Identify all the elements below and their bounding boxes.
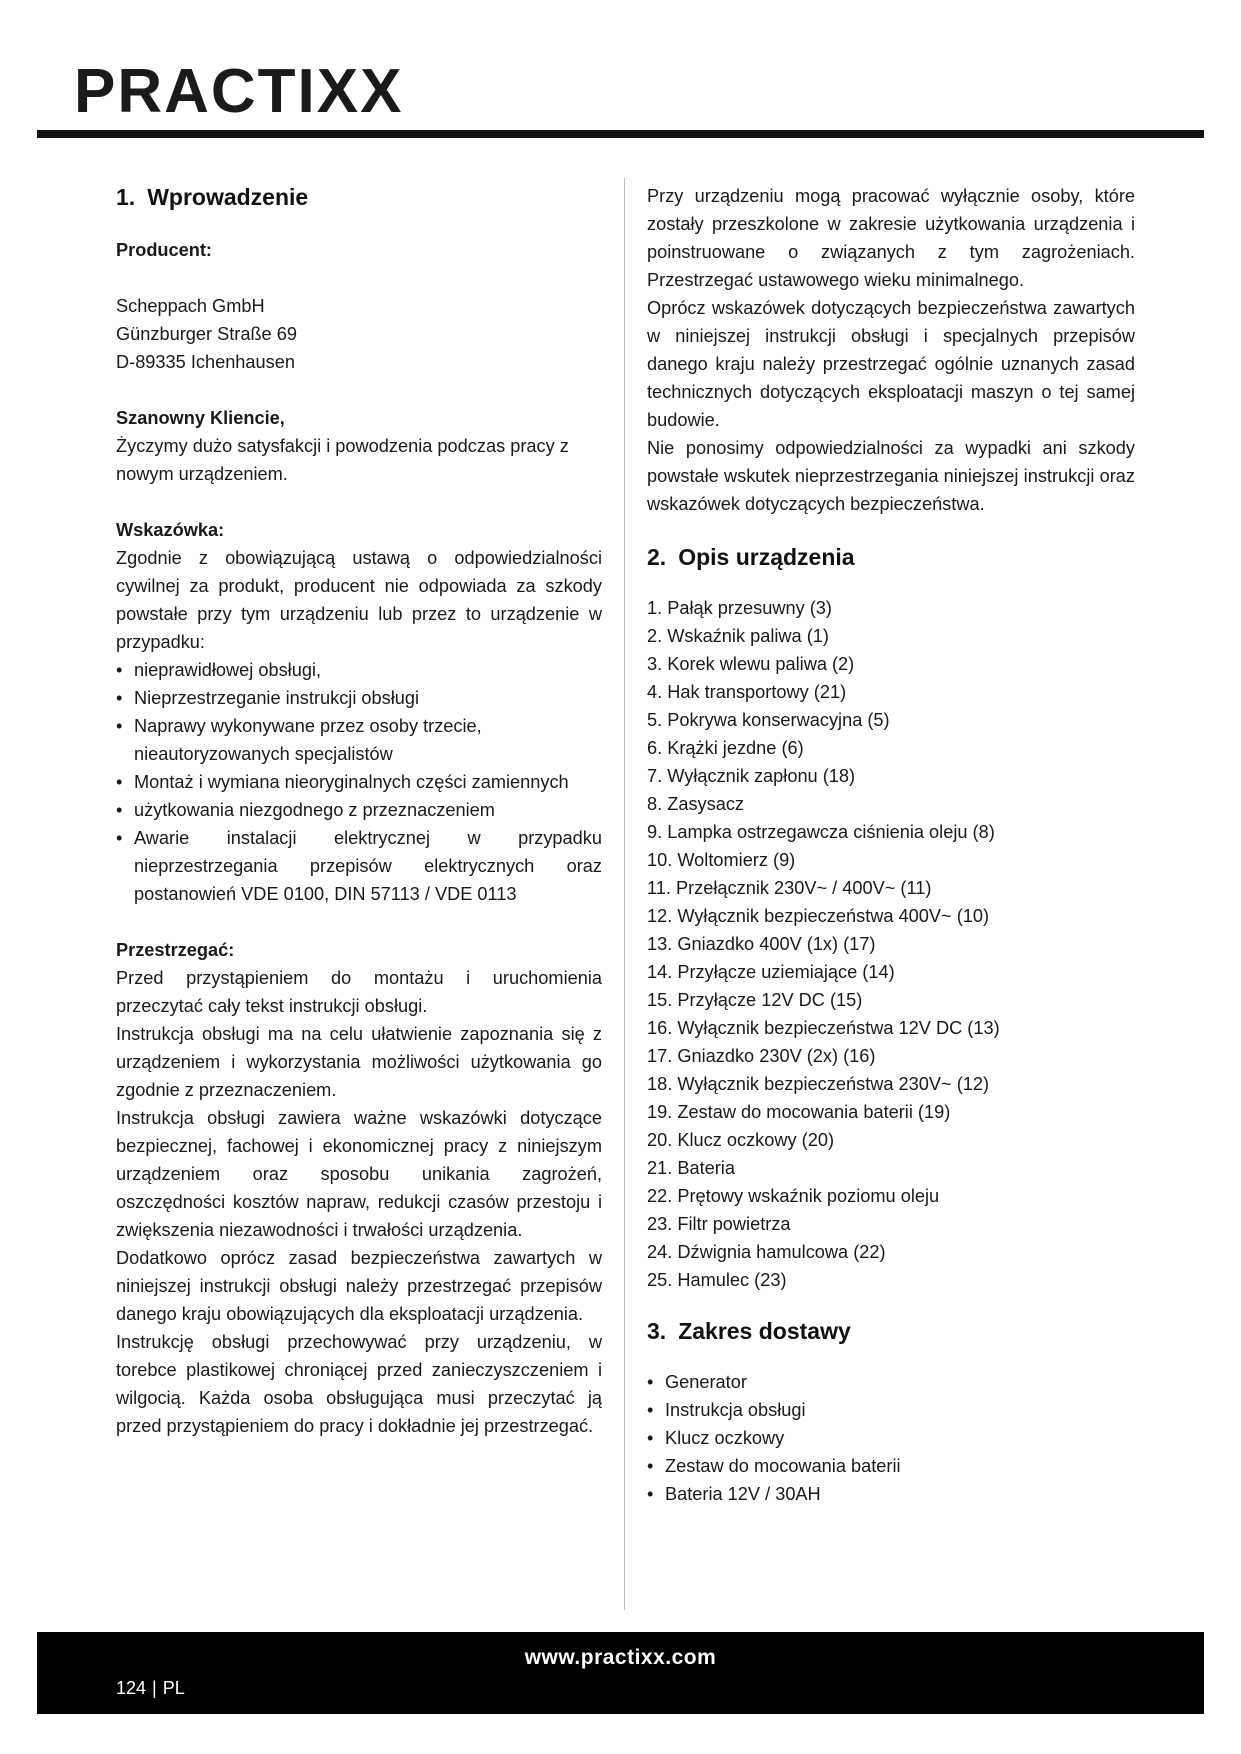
note-text: Zgodnie z obowiązującą ustawą o odpowiedzialności cywilnej za produkt, producent nie odpowiada za szkody powstałe przy tym urządzeniu lub przez to urządzenie w przypadku: bbox=[116, 548, 602, 652]
greeting-label: Szanowny Kliencie, bbox=[116, 408, 285, 428]
list-item: 9. Lampka ostrzegawcza ciśnienia oleju (8) bbox=[647, 822, 995, 842]
list-item: • Awarie instalacji elektrycznej w przypadku nieprzestrzegania przepisów elektrycznych oraz postanowień VDE 0100, DIN 57113 / VDE 0113 bbox=[116, 824, 602, 908]
footer-url: www.practixx.com bbox=[524, 1646, 717, 1669]
list-item: 16. Wyłącznik bezpieczeństwa 12V DC (13) bbox=[647, 1018, 1000, 1038]
address-line: Günzburger Straße 69 bbox=[116, 324, 297, 344]
list-item: 10. Woltomierz (9) bbox=[647, 850, 796, 870]
right-column bbox=[647, 182, 1135, 1508]
list-item: 14. Przyłącze uziemiające (14) bbox=[647, 962, 895, 982]
observe-paragraph: Instrukcja obsługi zawiera ważne wskazówki dotyczące bezpiecznej, fachowej i ekonomicznej pracy z niniejszym urządzeniem oraz sposobu unikania zagrożeń, oszczędności kosztów napraw, redukcji czasów przestoju i zwiększenia niezawodności i trwałości urządzenia. bbox=[116, 1108, 602, 1240]
observe-paragraph: Przed przystąpieniem do montażu i uruchomienia przeczytać cały tekst instrukcji obsługi. bbox=[116, 968, 602, 1016]
practixx-logo bbox=[74, 56, 454, 126]
note-list bbox=[116, 656, 602, 908]
greeting-text: Życzymy dużo satysfakcji i powodzenia podczas pracy z nowym urządzeniem. bbox=[116, 436, 569, 484]
column-divider bbox=[624, 178, 625, 1610]
observe-paragraph: Dodatkowo oprócz zasad bezpieczeństwa zawartych w niniejszej instrukcji obsługi należy przestrzegać przepisów danego kraju obowiązujących dla eksploatacji urządzenia. bbox=[116, 1248, 602, 1324]
list-item: 3. Korek wlewu paliwa (2) bbox=[647, 654, 855, 674]
intro-paragraph: Oprócz wskazówek dotyczących bezpieczeństwa zawartych w niniejszej instrukcji obsługi i specjalnych przepisów danego kraju należy przestrzegać ogólnie uznanych zasad technicznych dotyczących eksploatacji maszyn o tej samej budowie. bbox=[647, 298, 1135, 430]
address-line: D-89335 Ichenhausen bbox=[116, 352, 295, 372]
section-3-heading: 3. Zakres dostawy bbox=[647, 1318, 851, 1344]
section-2-heading: 2. Opis urządzenia bbox=[647, 544, 855, 570]
list-item: 2. Wskaźnik paliwa (1) bbox=[647, 626, 829, 646]
list-item: 8. Zasysacz bbox=[647, 794, 745, 814]
intro-paragraph: Przy urządzeniu mogą pracować wyłącznie osoby, które zostały przeszkolone w zakresie użytkowania urządzenia i poinstruowane o związanych z tym zagrożeniach. Przestrzegać ustawowego wieku minimalnego. bbox=[647, 186, 1135, 290]
logo-wordmark: PRACTIXX bbox=[74, 57, 404, 126]
list-item: 17. Gniazdko 230V (2x) (16) bbox=[647, 1046, 876, 1066]
note-label: Wskazówka: bbox=[116, 520, 225, 540]
intro-paragraph: Nie ponosimy odpowiedzialności za wypadki ani szkody powstałe wskutek nieprzestrzegania niniejszej instrukcji oraz wskazówek dotyczących bezpieczeństwa. bbox=[647, 438, 1135, 514]
left-column bbox=[116, 182, 602, 1440]
list-item: • Zestaw do mocowania baterii bbox=[647, 1452, 1135, 1480]
page-footer bbox=[37, 1632, 1204, 1714]
list-item: • Bateria 12V / 30AH bbox=[647, 1480, 1135, 1508]
list-item: 7. Wyłącznik zapłonu (18) bbox=[647, 766, 856, 786]
list-item: 18. Wyłącznik bezpieczeństwa 230V~ (12) bbox=[647, 1074, 990, 1094]
list-item: 25. Hamulec (23) bbox=[647, 1270, 787, 1290]
list-item: • Montaż i wymiana nieoryginalnych części zamiennych bbox=[116, 768, 602, 796]
list-item: 23. Filtr powietrza bbox=[647, 1214, 791, 1234]
list-item: 19. Zestaw do mocowania baterii (19) bbox=[647, 1102, 951, 1122]
list-item: 15. Przyłącze 12V DC (15) bbox=[647, 990, 863, 1010]
list-item: 6. Krążki jezdne (6) bbox=[647, 738, 804, 758]
header-rule bbox=[37, 130, 1204, 138]
observe-paragraph: Instrukcję obsługi przechowywać przy urządzeniu, w torebce plastikowej chroniącej przed zanieczyszczeniem i wilgocią. Każda osoba obsługująca musi przeczytać ją przed przystąpieniem do pracy i dokładnie jej przestrzegać. bbox=[116, 1332, 602, 1436]
producer-label: Producent: bbox=[116, 240, 212, 260]
list-item: 21. Bateria bbox=[647, 1158, 735, 1178]
address-line: Scheppach GmbH bbox=[116, 296, 265, 316]
list-item: 13. Gniazdko 400V (1x) (17) bbox=[647, 934, 876, 954]
list-item: • Klucz oczkowy bbox=[647, 1424, 1135, 1452]
list-item: 12. Wyłącznik bezpieczeństwa 400V~ (10) bbox=[647, 906, 990, 926]
list-item: • Naprawy wykonywane przez osoby trzecie, nieautoryzowanych specjalistów bbox=[116, 712, 602, 768]
observe-label: Przestrzegać: bbox=[116, 940, 235, 960]
list-item: 1. Pałąk przesuwny (3) bbox=[647, 598, 832, 618]
list-item: 11. Przełącznik 230V~ / 400V~ (11) bbox=[647, 878, 932, 898]
parts-list bbox=[647, 594, 1135, 1294]
list-item: • Generator bbox=[647, 1368, 1135, 1396]
list-item: 5. Pokrywa konserwacyjna (5) bbox=[647, 710, 890, 730]
list-item: • nieprawidłowej obsługi, bbox=[116, 656, 602, 684]
list-item: • Instrukcja obsługi bbox=[647, 1396, 1135, 1424]
list-item: 20. Klucz oczkowy (20) bbox=[647, 1130, 834, 1150]
list-item: • użytkowania niezgodnego z przeznaczeniem bbox=[116, 796, 602, 824]
list-item: 24. Dźwignia hamulcowa (22) bbox=[647, 1242, 886, 1262]
list-item: 4. Hak transportowy (21) bbox=[647, 682, 847, 702]
observe-paragraph: Instrukcja obsługi ma na celu ułatwienie zapoznania się z urządzeniem i wykorzystania możliwości użytkowania go zgodnie z przeznaczeniem. bbox=[116, 1024, 602, 1100]
section-1-heading: 1. Wprowadzenie bbox=[116, 184, 309, 210]
page-number: 124 | PL bbox=[116, 1678, 185, 1698]
list-item: 22. Prętowy wskaźnik poziomu oleju bbox=[647, 1186, 940, 1206]
delivery-list bbox=[647, 1368, 1135, 1508]
list-item: • Nieprzestrzeganie instrukcji obsługi bbox=[116, 684, 602, 712]
